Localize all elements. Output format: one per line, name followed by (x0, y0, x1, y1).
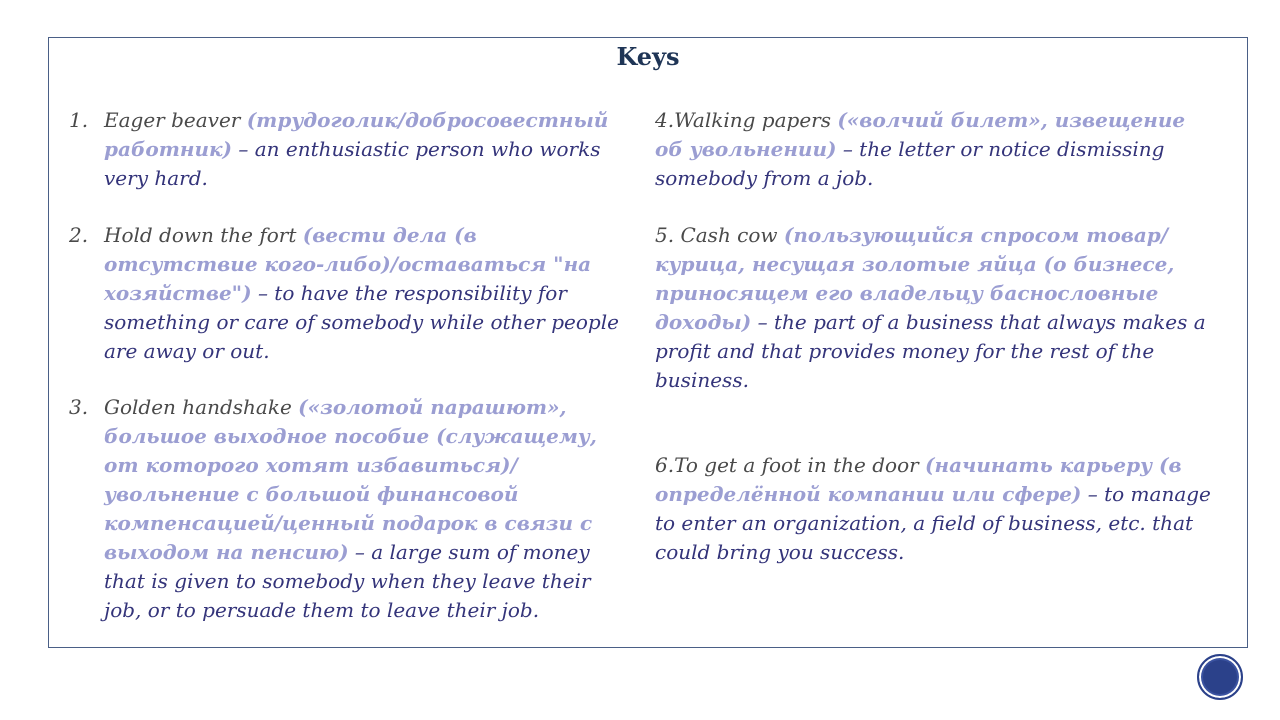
idiom-translation: (трудоголик/добросовестный работник) (104, 108, 609, 161)
key-item-3 (69, 393, 629, 625)
key-item-2 (69, 221, 629, 366)
idiom-definition: – the part of a business that always makes a profit and that provides money for the rest of the business. (655, 310, 1206, 392)
idiom-translation: («золотой парашют», большое выходное пособие (служащему, от которого хотят избавиться)/увольнение с большой финансовой компенсацией/ценный подарок в связи с выходом на пенсию) (104, 395, 597, 564)
item-number: 4. (655, 108, 675, 132)
idiom-term: To get a foot in the door (674, 453, 919, 477)
key-item-5 (655, 221, 1215, 395)
item-text (104, 221, 629, 366)
idiom-translation: («волчий билет», извещение об увольнении) (655, 108, 1186, 161)
key-item-4 (655, 106, 1215, 193)
idiom-term: Cash cow (680, 223, 778, 247)
idiom-definition: – the letter or notice dismissing somebody from a job. (655, 137, 1165, 190)
idiom-term: Hold down the fort (104, 223, 297, 247)
item-number: 2. (69, 223, 89, 247)
slide-badge-icon (1197, 654, 1243, 700)
idiom-term: Golden handshake (104, 395, 292, 419)
item-number: 1. (69, 108, 89, 132)
keys-frame (48, 37, 1248, 648)
item-text (104, 393, 629, 625)
item-number: 3. (69, 395, 89, 419)
idiom-definition: – to manage to enter an organization, a field of business, etc. that could bring you success. (655, 482, 1211, 564)
idiom-definition: – to have the responsibility for something or care of somebody while other people are away or out. (104, 281, 619, 363)
item-number: 6. (655, 453, 675, 477)
item-number: 5. (655, 223, 675, 247)
idiom-translation: (начинать карьеру (в определённой компании или сфере) (655, 453, 1182, 506)
page-title: Keys (616, 42, 680, 71)
idiom-definition: – an enthusiastic person who works very hard. (104, 137, 601, 190)
idiom-translation: (пользующийся спросом товар/курица, несущая золотые яйца (о бизнесе, приносящем его владельцу баснословные доходы) (655, 223, 1175, 334)
key-item-6 (655, 451, 1215, 567)
idiom-translation: (вести дела (в отсутствие кого-либо)/оставаться "на хозяйстве") (104, 223, 592, 305)
idiom-term: Walking papers (674, 108, 831, 132)
key-item-1 (69, 106, 629, 193)
idiom-definition: – a large sum of money that is given to somebody when they leave their job, or to persuade them to leave their job. (104, 540, 591, 622)
idiom-term: Eager beaver (104, 108, 241, 132)
item-text (104, 106, 629, 193)
